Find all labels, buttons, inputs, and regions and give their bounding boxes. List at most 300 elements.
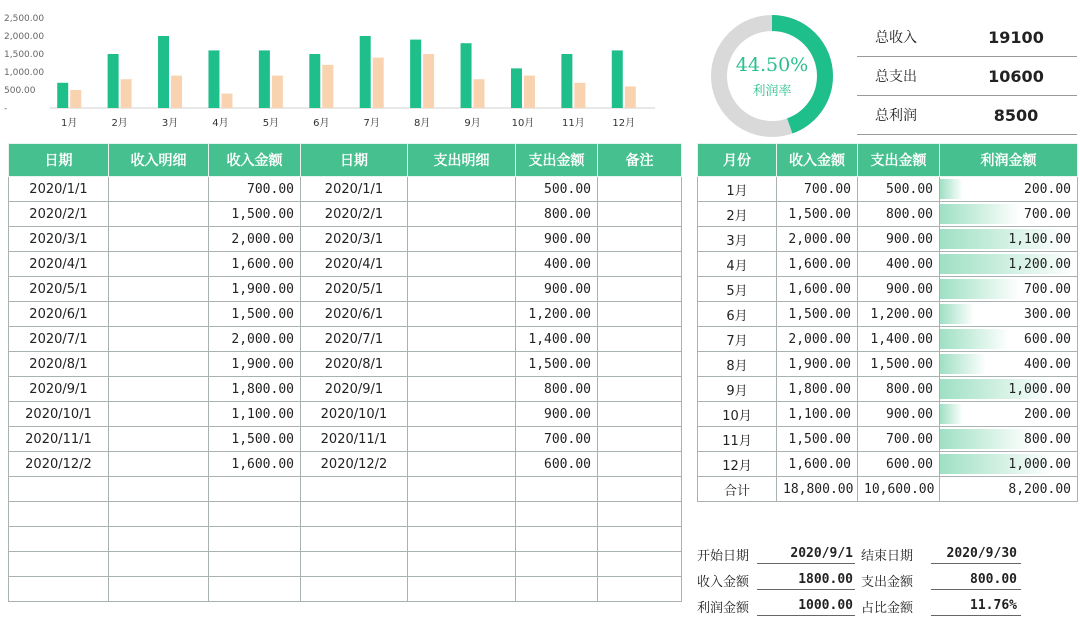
- summary-label: 总利润: [875, 108, 917, 124]
- ledger-cell[interactable]: 2020/11/1: [9, 427, 109, 452]
- ledger-cell[interactable]: [9, 477, 109, 502]
- ledger-cell[interactable]: 2020/12/2: [301, 452, 408, 477]
- ledger-cell[interactable]: [408, 327, 516, 352]
- x-tick-label: 8月: [413, 118, 431, 129]
- profit-value: 700.00: [1024, 206, 1071, 222]
- ledger-cell[interactable]: [301, 527, 408, 552]
- ledger-cell[interactable]: 700.00: [516, 427, 598, 452]
- x-tick-label: 7月: [363, 118, 380, 129]
- ledger-row: [9, 477, 682, 502]
- expense-cell[interactable]: 1,400.00: [858, 327, 940, 352]
- ledger-cell[interactable]: [209, 552, 301, 577]
- ledger-cell[interactable]: [408, 452, 516, 477]
- ledger-cell[interactable]: [109, 352, 209, 377]
- ledger-cell[interactable]: 900.00: [516, 277, 598, 302]
- y-tick-label: 2,500.00: [4, 14, 45, 24]
- bar-expense: [171, 76, 182, 108]
- bar-income: [461, 43, 472, 108]
- ledger-cell[interactable]: [109, 552, 209, 577]
- profit-value: 300.00: [1024, 306, 1071, 322]
- profit-data-bar: [940, 429, 1031, 449]
- ledger-cell[interactable]: [408, 352, 516, 377]
- period-row-profit: [697, 593, 1027, 619]
- expense-cell[interactable]: 500.00: [858, 177, 940, 202]
- profit-data-bar: [940, 354, 986, 374]
- monthly-row: [698, 327, 1078, 352]
- y-tick-label: -: [4, 104, 8, 114]
- profit-cell[interactable]: [940, 427, 1078, 452]
- profit-cell[interactable]: [940, 402, 1078, 427]
- profit-data-bar: [940, 204, 1020, 224]
- income-cell[interactable]: 700.00: [777, 177, 858, 202]
- total-label-cell[interactable]: 合计: [698, 477, 777, 502]
- ledger-cell[interactable]: 2020/3/1: [301, 227, 408, 252]
- ledger-cell[interactable]: [598, 527, 682, 552]
- ledger-cell[interactable]: 900.00: [516, 402, 598, 427]
- profit-data-bar: [940, 304, 974, 324]
- column-header: 支出金额: [858, 144, 940, 177]
- profit-cell[interactable]: [940, 227, 1078, 252]
- ledger-cell[interactable]: [9, 577, 109, 602]
- ledger-cell[interactable]: 2,000.00: [209, 327, 301, 352]
- ledger-cell[interactable]: 2020/4/1: [301, 252, 408, 277]
- ledger-cell[interactable]: 800.00: [516, 202, 598, 227]
- monthly-row: [698, 352, 1078, 377]
- ledger-cell[interactable]: [408, 477, 516, 502]
- summary-value: 10600: [988, 66, 1044, 86]
- profit-cell[interactable]: [940, 202, 1078, 227]
- ledger-cell[interactable]: 1,100.00: [209, 402, 301, 427]
- ledger-cell[interactable]: 2020/1/1: [9, 177, 109, 202]
- month-cell[interactable]: 12月: [698, 452, 777, 477]
- x-tick-label: 1月: [61, 118, 78, 129]
- expense-cell[interactable]: 600.00: [858, 452, 940, 477]
- ledger-row: [9, 427, 682, 452]
- ledger-cell[interactable]: [109, 177, 209, 202]
- profit-data-bar: [940, 404, 963, 424]
- profit-cell[interactable]: [940, 377, 1078, 402]
- expense-cell[interactable]: 400.00: [858, 252, 940, 277]
- summary-total-income: [857, 18, 1077, 57]
- ledger-row: [9, 577, 682, 602]
- ledger-cell[interactable]: 1,600.00: [209, 452, 301, 477]
- ledger-row: [9, 252, 682, 277]
- ledger-cell[interactable]: [516, 477, 598, 502]
- monthly-body: [698, 177, 1078, 502]
- ledger-cell[interactable]: 2020/12/2: [9, 452, 109, 477]
- bar-income: [158, 36, 169, 108]
- ledger-cell[interactable]: [301, 577, 408, 602]
- ledger-row: [9, 327, 682, 352]
- summary-value: 8500: [993, 105, 1039, 125]
- income-cell[interactable]: 1,600.00: [777, 452, 858, 477]
- ledger-cell[interactable]: [109, 202, 209, 227]
- month-cell[interactable]: 10月: [698, 402, 777, 427]
- ledger-cell[interactable]: [516, 577, 598, 602]
- expense-cell[interactable]: 700.00: [858, 427, 940, 452]
- profit-value: 1,200.00: [1008, 256, 1071, 272]
- expense-cell[interactable]: 900.00: [858, 227, 940, 252]
- ledger-table: [8, 143, 682, 602]
- period-ratio-label: 占比金额: [861, 600, 914, 616]
- column-header: 收入金额: [209, 144, 301, 177]
- bar-income: [208, 50, 219, 108]
- ledger-cell[interactable]: 2020/8/1: [9, 352, 109, 377]
- period-ratio-value: 11.76%: [931, 596, 1021, 616]
- column-header: 收入金额: [777, 144, 858, 177]
- x-tick-label: 4月: [212, 118, 229, 129]
- ledger-cell[interactable]: 1,800.00: [209, 377, 301, 402]
- summary-value: 19100: [988, 27, 1044, 47]
- ledger-row: [9, 502, 682, 527]
- ledger-cell[interactable]: 1,500.00: [209, 202, 301, 227]
- month-cell[interactable]: 11月: [698, 427, 777, 452]
- summary-label: 总支出: [875, 69, 917, 85]
- ledger-cell[interactable]: [301, 552, 408, 577]
- profit-value: 700.00: [1024, 281, 1071, 297]
- monthly-row: [698, 277, 1078, 302]
- ledger-cell[interactable]: 2020/2/1: [301, 202, 408, 227]
- end-date-label: 结束日期: [861, 548, 914, 564]
- ledger-cell[interactable]: [408, 227, 516, 252]
- bar-income: [561, 54, 572, 108]
- bar-expense: [121, 79, 132, 108]
- ledger-cell[interactable]: 1,900.00: [209, 352, 301, 377]
- ledger-cell[interactable]: 2020/10/1: [301, 402, 408, 427]
- ledger-cell[interactable]: 1,400.00: [516, 327, 598, 352]
- ledger-row: [9, 552, 682, 577]
- ledger-cell[interactable]: [408, 427, 516, 452]
- bar-expense: [221, 94, 232, 108]
- column-header: 日期: [301, 144, 408, 177]
- ledger-cell[interactable]: 2020/2/1: [9, 202, 109, 227]
- ledger-cell[interactable]: [109, 277, 209, 302]
- bar-income: [511, 68, 522, 108]
- ledger-row: [9, 202, 682, 227]
- column-header: 利润金额: [940, 144, 1078, 177]
- monthly-row: [698, 377, 1078, 402]
- ledger-cell[interactable]: 2020/7/1: [301, 327, 408, 352]
- ledger-cell[interactable]: [598, 352, 682, 377]
- ledger-cell[interactable]: [598, 277, 682, 302]
- x-tick-label: 2月: [111, 118, 128, 129]
- bar-expense: [524, 76, 535, 108]
- profit-value: 200.00: [1024, 406, 1071, 422]
- ledger-cell[interactable]: [109, 477, 209, 502]
- ledger-row: [9, 527, 682, 552]
- income-cell[interactable]: 2,000.00: [777, 327, 858, 352]
- expense-cell[interactable]: 800.00: [858, 377, 940, 402]
- ledger-cell[interactable]: 1,500.00: [209, 302, 301, 327]
- monthly-row: [698, 252, 1078, 277]
- month-cell[interactable]: 9月: [698, 377, 777, 402]
- ledger-cell[interactable]: [109, 377, 209, 402]
- ledger-cell[interactable]: [408, 302, 516, 327]
- ledger-cell[interactable]: 2020/7/1: [9, 327, 109, 352]
- ledger-cell[interactable]: [408, 277, 516, 302]
- ledger-cell[interactable]: [109, 527, 209, 552]
- ledger-cell[interactable]: [408, 552, 516, 577]
- profit-cell[interactable]: [940, 452, 1078, 477]
- ledger-cell[interactable]: 2020/5/1: [301, 277, 408, 302]
- ledger-cell[interactable]: [9, 552, 109, 577]
- total-expense-cell[interactable]: 10,600.00: [858, 477, 940, 502]
- x-tick-label: 10月: [511, 118, 535, 129]
- column-header: 月份: [698, 144, 777, 177]
- start-date-value[interactable]: 2020/9/1: [757, 544, 855, 564]
- profit-value: 200.00: [1024, 181, 1071, 197]
- ledger-cell[interactable]: [109, 302, 209, 327]
- income-cell[interactable]: 1,500.00: [777, 302, 858, 327]
- ledger-cell[interactable]: [598, 302, 682, 327]
- ledger-cell[interactable]: [301, 477, 408, 502]
- period-row-dates: [697, 541, 1027, 567]
- donut-label: [708, 12, 836, 140]
- expense-cell[interactable]: 800.00: [858, 202, 940, 227]
- ledger-cell[interactable]: 2020/5/1: [9, 277, 109, 302]
- ledger-row: [9, 277, 682, 302]
- ledger-cell[interactable]: [598, 327, 682, 352]
- ledger-cell[interactable]: [9, 527, 109, 552]
- monthly-total-row: [698, 477, 1078, 502]
- month-cell[interactable]: 3月: [698, 227, 777, 252]
- x-tick-label: 6月: [313, 118, 330, 129]
- ledger-cell[interactable]: 900.00: [516, 227, 598, 252]
- profit-cell[interactable]: [940, 252, 1078, 277]
- ledger-row: [9, 352, 682, 377]
- summary-total-expense: [857, 57, 1077, 96]
- monthly-header-row: [698, 144, 1078, 177]
- ledger-cell[interactable]: [598, 202, 682, 227]
- month-cell[interactable]: 7月: [698, 327, 777, 352]
- ledger-cell[interactable]: [408, 252, 516, 277]
- profit-rate-value: 44.50%: [735, 53, 809, 76]
- column-header: 支出金额: [516, 144, 598, 177]
- ledger-cell[interactable]: [109, 427, 209, 452]
- income-cell[interactable]: 1,800.00: [777, 377, 858, 402]
- period-query-panel: [697, 541, 1027, 619]
- profit-value: 1,100.00: [1008, 231, 1071, 247]
- ledger-cell[interactable]: [109, 502, 209, 527]
- profit-cell[interactable]: [940, 277, 1078, 302]
- ledger-body: [9, 177, 682, 602]
- period-profit-value: 1000.00: [757, 596, 855, 616]
- ledger-cell[interactable]: 2020/8/1: [301, 352, 408, 377]
- monthly-row: [698, 402, 1078, 427]
- monthly-bar-chart: [0, 0, 660, 140]
- month-cell[interactable]: 2月: [698, 202, 777, 227]
- y-tick-label: 2,000.00: [4, 32, 45, 42]
- ledger-row: [9, 227, 682, 252]
- income-cell[interactable]: 1,600.00: [777, 252, 858, 277]
- ledger-cell[interactable]: [598, 252, 682, 277]
- ledger-cell[interactable]: [408, 377, 516, 402]
- monthly-row: [698, 202, 1078, 227]
- profit-cell[interactable]: [940, 327, 1078, 352]
- y-tick-label: 1,000.00: [4, 68, 45, 78]
- ledger-cell[interactable]: [408, 527, 516, 552]
- monthly-row: [698, 227, 1078, 252]
- ledger-cell[interactable]: [301, 502, 408, 527]
- ledger-cell[interactable]: 2020/11/1: [301, 427, 408, 452]
- ledger-cell[interactable]: 2020/3/1: [9, 227, 109, 252]
- ledger-cell[interactable]: [598, 552, 682, 577]
- bar-income: [360, 36, 371, 108]
- ledger-cell[interactable]: [408, 202, 516, 227]
- ledger-cell[interactable]: [209, 577, 301, 602]
- column-header: 备注: [598, 144, 682, 177]
- ledger-cell[interactable]: [109, 402, 209, 427]
- column-header: 支出明细: [408, 144, 516, 177]
- ledger-cell[interactable]: [598, 477, 682, 502]
- profit-value: 600.00: [1024, 331, 1071, 347]
- ledger-cell[interactable]: [109, 252, 209, 277]
- monthly-summary-table: [697, 143, 1078, 502]
- ledger-cell[interactable]: 600.00: [516, 452, 598, 477]
- month-cell[interactable]: 4月: [698, 252, 777, 277]
- bar-expense: [423, 54, 434, 108]
- bar-income: [108, 54, 119, 108]
- ledger-cell[interactable]: 2020/6/1: [301, 302, 408, 327]
- ledger-header-row: [9, 144, 682, 177]
- period-income-label: 收入金额: [697, 574, 750, 590]
- expense-cell[interactable]: 1,200.00: [858, 302, 940, 327]
- ledger-cell[interactable]: 1,200.00: [516, 302, 598, 327]
- ledger-cell[interactable]: [408, 502, 516, 527]
- income-cell[interactable]: 1,600.00: [777, 277, 858, 302]
- ledger-cell[interactable]: 1,900.00: [209, 277, 301, 302]
- y-tick-label: 1,500.00: [4, 50, 45, 60]
- profit-value: 400.00: [1024, 356, 1071, 372]
- summary-total-profit: [857, 96, 1077, 135]
- income-cell[interactable]: 1,900.00: [777, 352, 858, 377]
- bar-expense: [373, 58, 384, 108]
- period-row-amounts: [697, 567, 1027, 593]
- bar-expense: [474, 79, 485, 108]
- column-header: 收入明细: [109, 144, 209, 177]
- ledger-cell[interactable]: 2020/6/1: [9, 302, 109, 327]
- ledger-cell[interactable]: 400.00: [516, 252, 598, 277]
- summary-label: 总收入: [875, 30, 917, 46]
- bar-expense: [322, 65, 333, 108]
- x-tick-label: 12月: [612, 118, 636, 129]
- month-cell[interactable]: 6月: [698, 302, 777, 327]
- ledger-row: [9, 402, 682, 427]
- ledger-cell[interactable]: [516, 552, 598, 577]
- ledger-cell[interactable]: [598, 452, 682, 477]
- ledger-cell[interactable]: [408, 177, 516, 202]
- end-date-value[interactable]: 2020/9/30: [931, 544, 1021, 564]
- profit-cell[interactable]: [940, 302, 1078, 327]
- column-header: 日期: [9, 144, 109, 177]
- period-expense-value: 800.00: [931, 570, 1021, 590]
- ledger-cell[interactable]: 2,000.00: [209, 227, 301, 252]
- bar-income: [309, 54, 320, 108]
- x-tick-label: 9月: [464, 118, 481, 129]
- expense-cell[interactable]: 900.00: [858, 402, 940, 427]
- x-tick-label: 11月: [562, 118, 585, 129]
- month-cell[interactable]: 8月: [698, 352, 777, 377]
- period-expense-label: 支出金额: [861, 574, 914, 590]
- profit-cell[interactable]: [940, 177, 1078, 202]
- period-income-value: 1800.00: [757, 570, 855, 590]
- monthly-row: [698, 427, 1078, 452]
- ledger-cell[interactable]: [598, 177, 682, 202]
- income-cell[interactable]: 1,500.00: [777, 427, 858, 452]
- month-cell[interactable]: 5月: [698, 277, 777, 302]
- profit-data-bar: [940, 179, 963, 199]
- income-cell[interactable]: 2,000.00: [777, 227, 858, 252]
- ledger-cell[interactable]: 1,500.00: [516, 352, 598, 377]
- ledger-cell[interactable]: [598, 502, 682, 527]
- monthly-row: [698, 452, 1078, 477]
- ledger-cell[interactable]: [109, 577, 209, 602]
- ledger-cell[interactable]: [109, 327, 209, 352]
- ledger-cell[interactable]: 2020/9/1: [301, 377, 408, 402]
- ledger-cell[interactable]: [516, 527, 598, 552]
- bar-expense: [70, 90, 81, 108]
- bar-expense: [272, 76, 283, 108]
- ledger-cell[interactable]: 2020/4/1: [9, 252, 109, 277]
- ledger-cell[interactable]: [209, 502, 301, 527]
- expense-cell[interactable]: 1,500.00: [858, 352, 940, 377]
- x-tick-label: 3月: [161, 118, 179, 129]
- ledger-cell[interactable]: [598, 377, 682, 402]
- ledger-cell[interactable]: 2020/9/1: [9, 377, 109, 402]
- ledger-cell[interactable]: [408, 402, 516, 427]
- bar-expense: [574, 83, 585, 108]
- ledger-cell[interactable]: [598, 402, 682, 427]
- total-income-cell[interactable]: 18,800.00: [777, 477, 858, 502]
- bar-income: [259, 50, 270, 108]
- ledger-cell[interactable]: [9, 502, 109, 527]
- ledger-cell[interactable]: [516, 502, 598, 527]
- ledger-cell[interactable]: [598, 227, 682, 252]
- ledger-cell[interactable]: 700.00: [209, 177, 301, 202]
- month-cell[interactable]: 1月: [698, 177, 777, 202]
- ledger-row: [9, 452, 682, 477]
- ledger-cell[interactable]: [109, 452, 209, 477]
- ledger-cell[interactable]: [209, 527, 301, 552]
- ledger-cell[interactable]: [209, 477, 301, 502]
- income-cell[interactable]: 1,100.00: [777, 402, 858, 427]
- profit-cell[interactable]: [940, 352, 1078, 377]
- expense-cell[interactable]: 900.00: [858, 277, 940, 302]
- profit-value: 1,000.00: [1008, 456, 1071, 472]
- period-profit-label: 利润金额: [697, 600, 750, 616]
- profit-value: 800.00: [1024, 431, 1071, 447]
- ledger-cell[interactable]: 2020/10/1: [9, 402, 109, 427]
- ledger-cell[interactable]: [109, 227, 209, 252]
- ledger-cell[interactable]: [598, 577, 682, 602]
- bar-income: [612, 50, 623, 108]
- ledger-cell[interactable]: [408, 577, 516, 602]
- ledger-cell[interactable]: 800.00: [516, 377, 598, 402]
- ledger-cell[interactable]: [598, 427, 682, 452]
- ledger-row: [9, 177, 682, 202]
- ledger-cell[interactable]: 1,500.00: [209, 427, 301, 452]
- profit-data-bar: [940, 329, 1009, 349]
- monthly-row: [698, 302, 1078, 327]
- income-cell[interactable]: 1,500.00: [777, 202, 858, 227]
- monthly-row: [698, 177, 1078, 202]
- ledger-cell[interactable]: 1,600.00: [209, 252, 301, 277]
- ledger-cell[interactable]: 2020/1/1: [301, 177, 408, 202]
- ledger-cell[interactable]: 500.00: [516, 177, 598, 202]
- total-profit-cell[interactable]: 8,200.00: [940, 477, 1078, 502]
- summary-panel: [857, 18, 1077, 135]
- profit-value: 1,000.00: [1008, 381, 1071, 397]
